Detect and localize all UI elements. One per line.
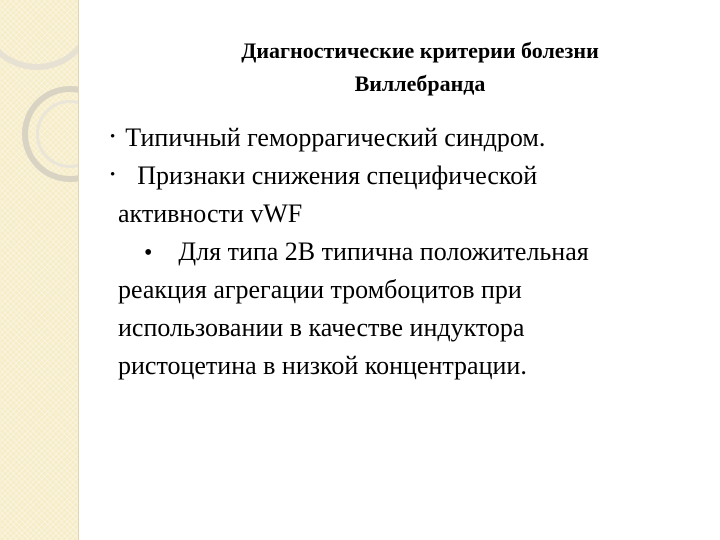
bullet-text: Типичный геморрагический синдром.	[125, 123, 546, 152]
decorative-ring-top	[0, 0, 78, 70]
side-band-border	[78, 0, 79, 540]
bullet-item-3-continuation-2: использовании в качестве индуктора	[118, 313, 525, 342]
slide-title-line-1: Диагностические критерии болезни	[241, 38, 599, 63]
bullet-item-3	[144, 233, 589, 272]
decorative-side-band	[0, 0, 78, 540]
bullet-marker: •	[110, 167, 116, 184]
bullet-marker: •	[144, 240, 153, 266]
slide-title	[180, 34, 660, 100]
bullet-marker: •	[110, 129, 116, 146]
bullet-text: Признаки снижения специфической	[137, 161, 538, 190]
bullet-item-3-continuation-3: ристоцетина в низкой концентрации.	[118, 351, 527, 380]
bullet-item-3-continuation-1: реакция агрегации тромбоцитов при	[118, 275, 522, 304]
bullet-item-2-continuation: активности vWF	[118, 199, 303, 228]
bullet-item-1	[110, 119, 545, 159]
bullet-text: Для типа 2В типична положительная	[178, 237, 589, 266]
slide-title-line-2: Виллебранда	[354, 71, 486, 96]
bullet-item-2	[110, 157, 537, 197]
